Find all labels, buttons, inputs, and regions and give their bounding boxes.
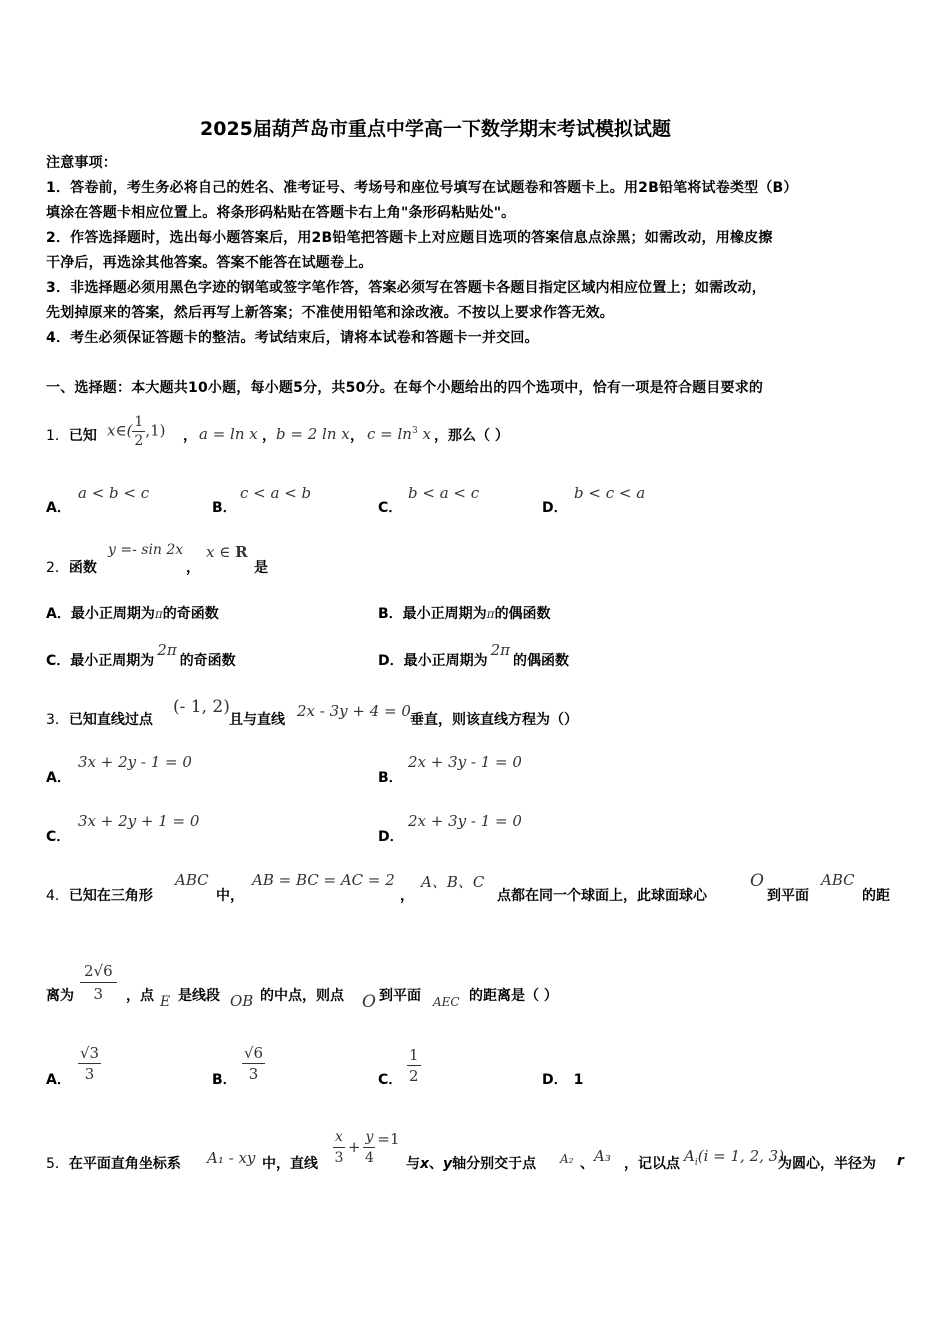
q4-frac-num: 2√6 bbox=[80, 960, 117, 983]
q2-math-domain bbox=[206, 543, 248, 561]
q1-sep-3: ， bbox=[350, 428, 364, 444]
q5-number: 5． bbox=[46, 1156, 69, 1172]
q2-option-b-text: B．最小正周期为 bbox=[378, 606, 487, 622]
q2-option-d-math: 2π bbox=[490, 641, 511, 659]
q5-f1-den: 3 bbox=[334, 1150, 344, 1166]
notice-line-7: 4．考生必须保证答题卡的整洁。考试结束后，请将本试卷和答题卡一并交回。 bbox=[46, 330, 539, 346]
q1-option-c-math: b < a < c bbox=[408, 484, 480, 502]
q2-option-a-text: A．最小正周期为 bbox=[46, 606, 155, 622]
q4-option-a-frac bbox=[78, 1043, 101, 1084]
question-2 bbox=[46, 557, 97, 577]
q2-option-b-math: π bbox=[486, 607, 495, 621]
q5-text-3-group bbox=[406, 1153, 536, 1173]
q3-text-2: 且与直线 bbox=[229, 712, 285, 728]
q5-text-3: 与 bbox=[406, 1156, 420, 1172]
q4-option-a[interactable]: A． bbox=[46, 1072, 71, 1088]
q2-math-reals: R bbox=[235, 543, 248, 561]
q5-text-1: 在平面直角坐标系 bbox=[68, 1156, 181, 1172]
q1-frac-num: 1 bbox=[134, 414, 144, 430]
notice-line-6: 先划掉原来的答案，然后再写上新答案；不准使用铅笔和涂改液。不按以上要求作答无效。 bbox=[46, 305, 614, 321]
q4-option-c[interactable]: C． bbox=[378, 1072, 403, 1088]
q5-dot: 、 bbox=[429, 1156, 444, 1172]
q3-text-3: 垂直，则该直线方程为（） bbox=[410, 712, 578, 728]
q1-math-c bbox=[367, 425, 431, 443]
q4-b-num: √6 bbox=[244, 1044, 264, 1062]
q4-math-aec: AEC bbox=[433, 995, 460, 1009]
q3-number: 3． bbox=[46, 712, 69, 728]
q5-text-4: 轴分别交于点 bbox=[452, 1156, 537, 1172]
q5-math-ai-sub: i bbox=[694, 1158, 698, 1168]
q1-sep-1: ， bbox=[183, 428, 197, 444]
q1-math-c-exp: 3 bbox=[411, 426, 418, 436]
q5-f2-num: y bbox=[363, 1127, 375, 1148]
q1-math-b: b = 2 ln x bbox=[276, 425, 350, 443]
question-1 bbox=[46, 425, 97, 445]
q3-text-1: 已知直线过点 bbox=[68, 712, 153, 728]
q4-text-5: 到平面 bbox=[767, 888, 809, 904]
q5-f2-den: 4 bbox=[364, 1150, 374, 1166]
q1-number: 1． bbox=[46, 428, 69, 444]
q1-option-a[interactable]: A． bbox=[46, 500, 71, 516]
q5-math-ai-range: (i = 1, 2, 3) bbox=[697, 1147, 785, 1165]
q4-math-o: O bbox=[750, 871, 764, 891]
q1-fraction-half bbox=[132, 413, 145, 450]
q5-x-var: x bbox=[420, 1156, 430, 1172]
q3-option-a[interactable]: A． bbox=[46, 770, 71, 786]
q4-fraction-distance bbox=[80, 960, 117, 1005]
q1-sep-2: ， bbox=[262, 428, 276, 444]
q4-math-o-2: O bbox=[362, 992, 376, 1012]
q4-text-11: 到平面 bbox=[379, 988, 421, 1004]
q2-option-b[interactable] bbox=[378, 603, 551, 623]
q4-c-num: 1 bbox=[409, 1046, 419, 1064]
q2-math-x-in: x ∈ bbox=[206, 543, 236, 561]
q1-text-1: 已知 bbox=[68, 428, 97, 444]
q4-math-sides: AB = BC = AC = 2 bbox=[252, 871, 395, 889]
q2-option-c-text-2: 的奇函数 bbox=[179, 653, 236, 669]
q4-text-8: ，点 bbox=[126, 988, 154, 1004]
q2-option-c[interactable] bbox=[46, 641, 236, 670]
q5-text-6: ，记以点 bbox=[624, 1156, 680, 1172]
q2-number: 2． bbox=[46, 560, 69, 576]
q3-math-point: (- 1, 2) bbox=[173, 697, 230, 717]
notice-line-3: 2．作答选择题时，选出每小题答案后，用2B铅笔把答题卡上对应题目选项的答案信息点涂黑；如需改动，用橡皮擦 bbox=[46, 230, 773, 246]
q2-option-b-text-2: 的偶函数 bbox=[494, 606, 551, 622]
q2-text-1: 函数 bbox=[68, 560, 97, 576]
q4-math-ob: OB bbox=[230, 992, 254, 1010]
q4-a-num: √3 bbox=[80, 1044, 100, 1062]
q3-option-d[interactable]: D． bbox=[378, 829, 404, 845]
q1-option-b-math: c < a < b bbox=[240, 484, 312, 502]
q2-option-d-text-2: 的偶函数 bbox=[513, 653, 570, 669]
q5-plus: + bbox=[347, 1138, 361, 1156]
q5-math-ai-a: A bbox=[684, 1147, 695, 1165]
q1-frac-den: 2 bbox=[134, 433, 144, 449]
question-3 bbox=[46, 709, 153, 729]
q2-option-a[interactable] bbox=[46, 603, 219, 623]
q4-b-den: 3 bbox=[248, 1065, 259, 1083]
q2-option-a-text-2: 的奇函数 bbox=[162, 606, 219, 622]
q5-math-system: A₁ - xy bbox=[207, 1149, 256, 1167]
q4-option-d-label: D． bbox=[542, 1072, 568, 1088]
q4-text-3: ， bbox=[400, 888, 414, 904]
notice-heading: 注意事项： bbox=[46, 155, 117, 171]
q1-math-a: a = ln x bbox=[199, 425, 258, 443]
section-heading: 一、选择题：本大题共10小题，每小题5分，共50分。在每个小题给出的四个选项中，恰有一项是符合题目要求的 bbox=[46, 380, 764, 396]
q5-text-2: 中，直线 bbox=[262, 1156, 318, 1172]
q4-frac-den: 3 bbox=[93, 985, 104, 1003]
q3-option-b[interactable]: B． bbox=[378, 770, 403, 786]
q4-text-12: 的距离是（ ） bbox=[469, 988, 558, 1004]
q5-text-7: 为圆心，半径为 bbox=[778, 1156, 876, 1172]
q3-option-a-math: 3x + 2y - 1 = 0 bbox=[78, 753, 192, 771]
q1-option-b[interactable]: B． bbox=[212, 500, 237, 516]
q4-text-9: 是线段 bbox=[178, 988, 220, 1004]
q4-math-e: E bbox=[160, 994, 171, 1010]
q4-text-10: 的中点，则点 bbox=[260, 988, 344, 1004]
q4-number: 4． bbox=[46, 888, 69, 904]
q1-math-c-x: x bbox=[417, 425, 431, 443]
q1-math-x-in: x∈( bbox=[107, 421, 133, 440]
q5-math-line bbox=[333, 1127, 400, 1168]
q4-option-b-frac bbox=[242, 1043, 265, 1084]
q5-math-a3: A₃ bbox=[594, 1147, 611, 1165]
q3-option-d-math: 2x + 3y - 1 = 0 bbox=[408, 812, 522, 830]
q1-option-a-math: a < b < c bbox=[78, 484, 150, 502]
q4-text-6: 的距 bbox=[862, 888, 890, 904]
q4-math-points: A、B、C bbox=[421, 873, 485, 891]
q1-option-d[interactable]: D． bbox=[542, 500, 568, 516]
q5-text-5: 、 bbox=[580, 1156, 594, 1172]
q4-math-abc-2: ABC bbox=[821, 871, 855, 889]
notice-line-1: 1．答卷前，考生务必将自己的姓名、准考证号、考场号和座位号填写在试题卷和答题卡上。用2B铅笔将试卷类型（B） bbox=[46, 180, 798, 196]
notice-line-5: 3．非选择题必须用黑色字迹的钢笔或签字笔作答，答案必须写在答题卡各题目指定区域内相应位置上；如需改动， bbox=[46, 280, 766, 296]
q2-sep: ， bbox=[186, 560, 200, 576]
q4-option-d-value: 1 bbox=[573, 1072, 584, 1088]
q3-option-c-math: 3x + 2y + 1 = 0 bbox=[78, 812, 200, 830]
q2-option-d-text: D．最小正周期为 bbox=[378, 653, 488, 669]
q2-math-function: y =- sin 2x bbox=[108, 542, 184, 558]
notice-line-4: 干净后，再选涂其他答案。答案不能答在试题卷上。 bbox=[46, 255, 373, 271]
q1-option-d-math: b < c < a bbox=[574, 484, 646, 502]
q4-text-4: 点都在同一个球面上，此球面球心 bbox=[497, 888, 707, 904]
q4-text-1: 已知在三角形 bbox=[68, 888, 153, 904]
question-5 bbox=[46, 1153, 181, 1173]
q2-option-c-math: 2π bbox=[157, 641, 177, 659]
q1-option-c[interactable]: C． bbox=[378, 500, 403, 516]
q3-math-line: 2x - 3y + 4 = 0 bbox=[297, 702, 411, 720]
q3-option-c[interactable]: C． bbox=[46, 829, 71, 845]
q4-option-d[interactable] bbox=[542, 1069, 583, 1089]
notice-line-2: 填涂在答题卡相应位置上。将条形码粘贴在答题卡右上角"条形码粘贴处"。 bbox=[46, 205, 516, 221]
q5-math-a2: A₂ bbox=[560, 1152, 574, 1166]
q4-text-2: 中， bbox=[216, 888, 244, 904]
q4-option-c-frac bbox=[407, 1045, 421, 1086]
q1-text-2: ，那么（ ） bbox=[434, 428, 509, 444]
q4-c-den: 2 bbox=[409, 1067, 419, 1085]
q1-math-x-range bbox=[107, 413, 166, 450]
q5-eq: =1 bbox=[377, 1130, 400, 1148]
q5-f1-num: x bbox=[333, 1127, 345, 1148]
page-title: 2025届葫芦岛市重点中学高一下数学期末考试模拟试题 bbox=[200, 118, 671, 140]
q2-option-c-text: C．最小正周期为 bbox=[46, 653, 155, 669]
q4-a-den: 3 bbox=[84, 1065, 95, 1083]
q2-option-d[interactable] bbox=[378, 641, 570, 670]
q5-y-var: y bbox=[443, 1156, 453, 1172]
q1-math-c-ln: c = ln bbox=[367, 425, 412, 443]
q5-r: r bbox=[897, 1153, 904, 1169]
q4-fraction bbox=[80, 960, 117, 1005]
q5-math-ai bbox=[684, 1147, 784, 1168]
q3-option-b-math: 2x + 3y - 1 = 0 bbox=[408, 753, 522, 771]
q2-option-a-math: π bbox=[154, 607, 163, 621]
q4-text-7: 离为 bbox=[46, 988, 74, 1004]
q1-math-x-end: ,1) bbox=[145, 421, 166, 440]
question-4 bbox=[46, 885, 153, 905]
q2-text-2: 是 bbox=[254, 560, 268, 576]
q4-math-abc: ABC bbox=[175, 871, 209, 889]
q4-option-b[interactable]: B． bbox=[212, 1072, 237, 1088]
